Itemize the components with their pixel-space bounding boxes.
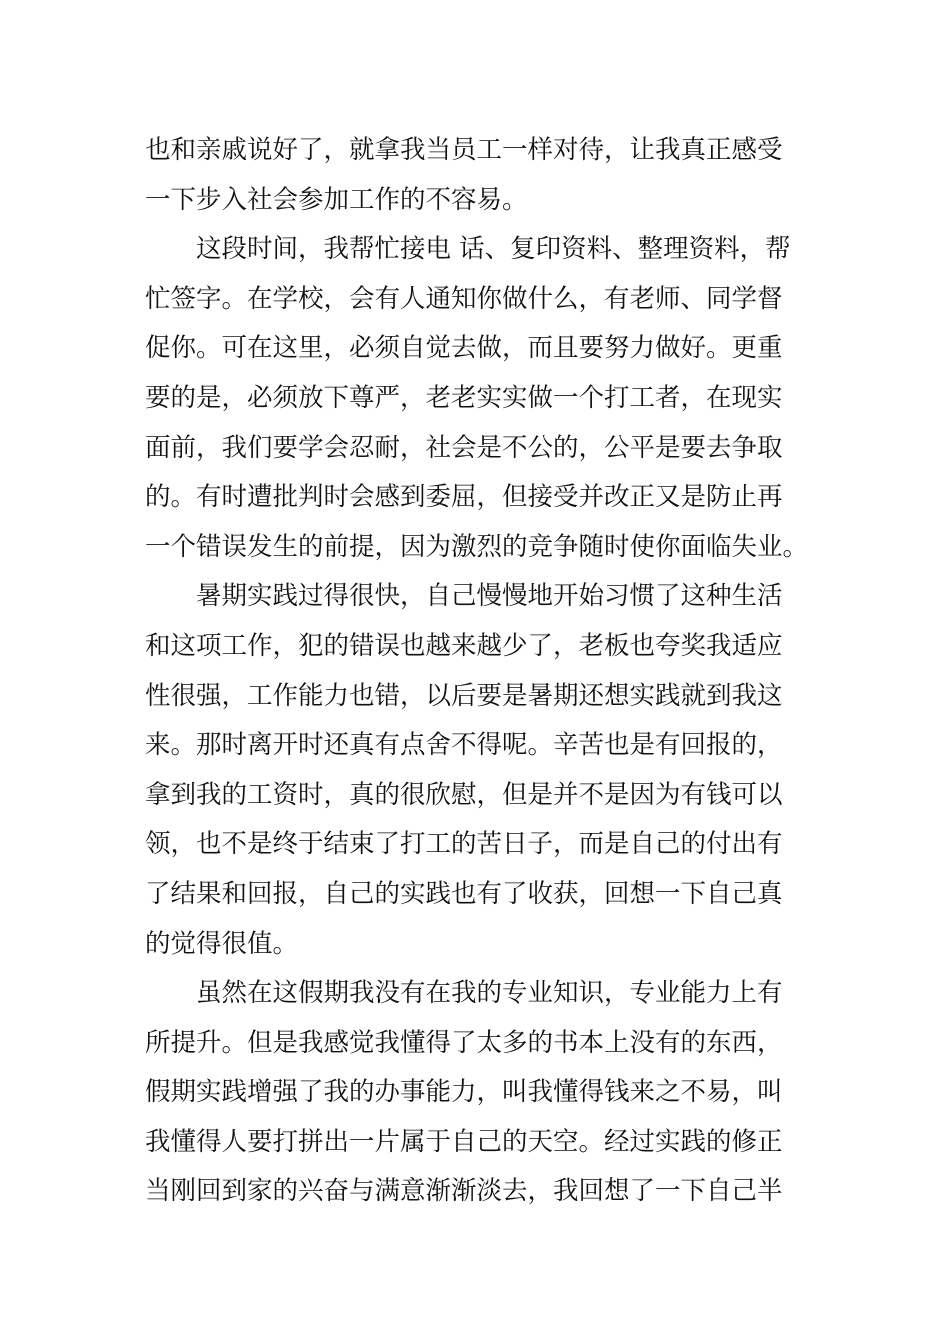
text-line: 的。有时遭批判时会感到委屈，但接受并改正又是防止再 [145,482,783,513]
text-line: 要的是，必须放下尊严，老老实实做一个打工者，在现实 [145,382,783,413]
text-line: 假期实践增强了我的办事能力，叫我懂得钱来之不易，叫 [145,1077,783,1108]
text-line: 性很强，工作能力也错，以后要是暑期还想实践就到我这 [145,680,783,711]
text-line: 面前，我们要学会忍耐，社会是不公的，公平是要去争取 [145,432,783,463]
text-line: 一下步入社会参加工作的不容易。 [145,184,528,215]
text-line: 和这项工作，犯的错误也越来越少了，老板也夸奖我适应 [145,630,783,661]
text-line: 领，也不是终于结束了打工的苦日子，而是自己的付出有 [145,829,783,860]
text-line: 忙签字。在学校，会有人通知你做什么，有老师、同学督 [145,283,783,314]
text-line: 我懂得人要打拼出一片属于自己的天空。经过实践的修正 [145,1126,783,1157]
text-line: 所提升。但是我感觉我懂得了太多的书本上没有的东西， [145,1027,783,1058]
text-line: 来。那时离开时还真有点舍不得呢。辛苦也是有回报的， [145,730,783,761]
text-line: 了结果和回报，自己的实践也有了收获，回想一下自己真 [145,878,783,909]
document-body [145,126,815,1217]
text-line: 当刚回到家的兴奋与满意渐渐淡去，我回想了一下自己半 [145,1176,783,1207]
text-line: 也和亲戚说好了，就拿我当员工一样对待，让我真正感受 [145,135,783,165]
text-line: 虽然在这假期我没有在我的专业知识，专业能力上有 [196,978,783,1009]
text-line: 暑期实践过得很快，自己慢慢地开始习惯了这种生活 [196,581,783,612]
text-line: 的觉得很值。 [145,928,299,959]
text-line: 促你。可在这里，必须自觉去做，而且要努力做好。更重 [145,333,783,364]
text-line: 拿到我的工资时，真的很欣慰，但是并不是因为有钱可以 [145,779,783,810]
text-line: 一个错误发生的前提，因为激烈的竞争随时使你面临失业。 [145,531,809,562]
text-line: 这段时间，我帮忙接电 话、复印资料、整理资料，帮 [196,234,791,265]
